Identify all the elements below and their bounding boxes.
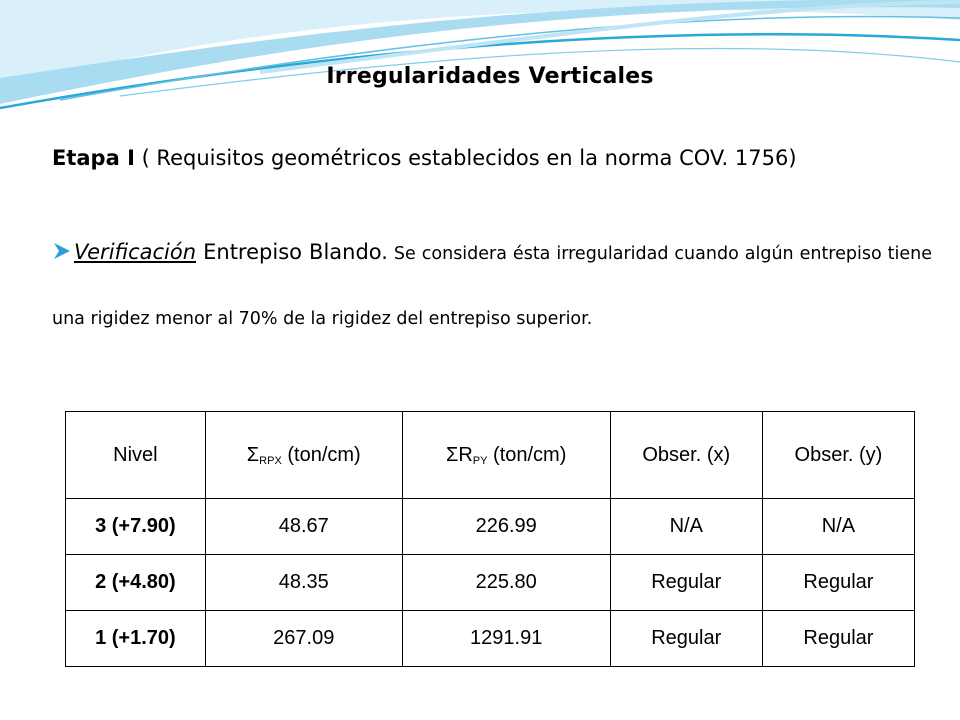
rigidity-table <box>65 411 915 667</box>
table-row <box>66 611 915 667</box>
cell-obs-x: N/A <box>610 499 762 555</box>
arrow-bullet-icon <box>52 241 72 261</box>
table-row <box>66 499 915 555</box>
cell-rpy: 226.99 <box>402 499 610 555</box>
cell-rpx: 267.09 <box>205 611 402 667</box>
cell-nivel: 1 (+1.70) <box>66 611 206 667</box>
cell-obs-y: Regular <box>762 555 914 611</box>
cell-rpx: 48.67 <box>205 499 402 555</box>
paragraph-body: Se considera ésta irregularidad cuando algún entrepiso tiene una rigidez menor al 70% de la rigidez del entrepiso superior. <box>52 244 932 329</box>
cell-rpy: 1291.91 <box>402 611 610 667</box>
header-rpy: $\Sigma R_{PY}$ (ton/cm) <box>402 412 610 499</box>
cell-nivel: 3 (+7.90) <box>66 499 206 555</box>
header-obs-y: Obser. (y) <box>762 412 914 499</box>
cell-rpx: 48.35 <box>205 555 402 611</box>
verificacion-word: Verificación <box>74 240 197 264</box>
etapa-description: ( Requisitos geométricos establecidos en la norma COV. 1756) <box>134 146 797 170</box>
paragraph-heading: Entrepiso Blando. <box>196 240 388 264</box>
paragraph-lead <box>52 240 388 264</box>
header-obs-x: Obser. (x) <box>610 412 762 499</box>
table-row <box>66 555 915 611</box>
header-rpx: $\Sigma_{RPX}$ (ton/cm) <box>205 412 402 499</box>
cell-nivel: 2 (+4.80) <box>66 555 206 611</box>
cell-obs-x: Regular <box>610 611 762 667</box>
cell-obs-y: N/A <box>762 499 914 555</box>
header-nivel: Nivel <box>66 412 206 499</box>
cell-obs-y: Regular <box>762 611 914 667</box>
table-header-row <box>66 412 915 499</box>
verification-paragraph <box>52 220 932 352</box>
cell-rpy: 225.80 <box>402 555 610 611</box>
slide-title: Irregularidades Verticales <box>326 64 654 89</box>
cell-obs-x: Regular <box>610 555 762 611</box>
etapa-line <box>52 146 912 170</box>
etapa-label: Etapa I <box>52 146 135 170</box>
